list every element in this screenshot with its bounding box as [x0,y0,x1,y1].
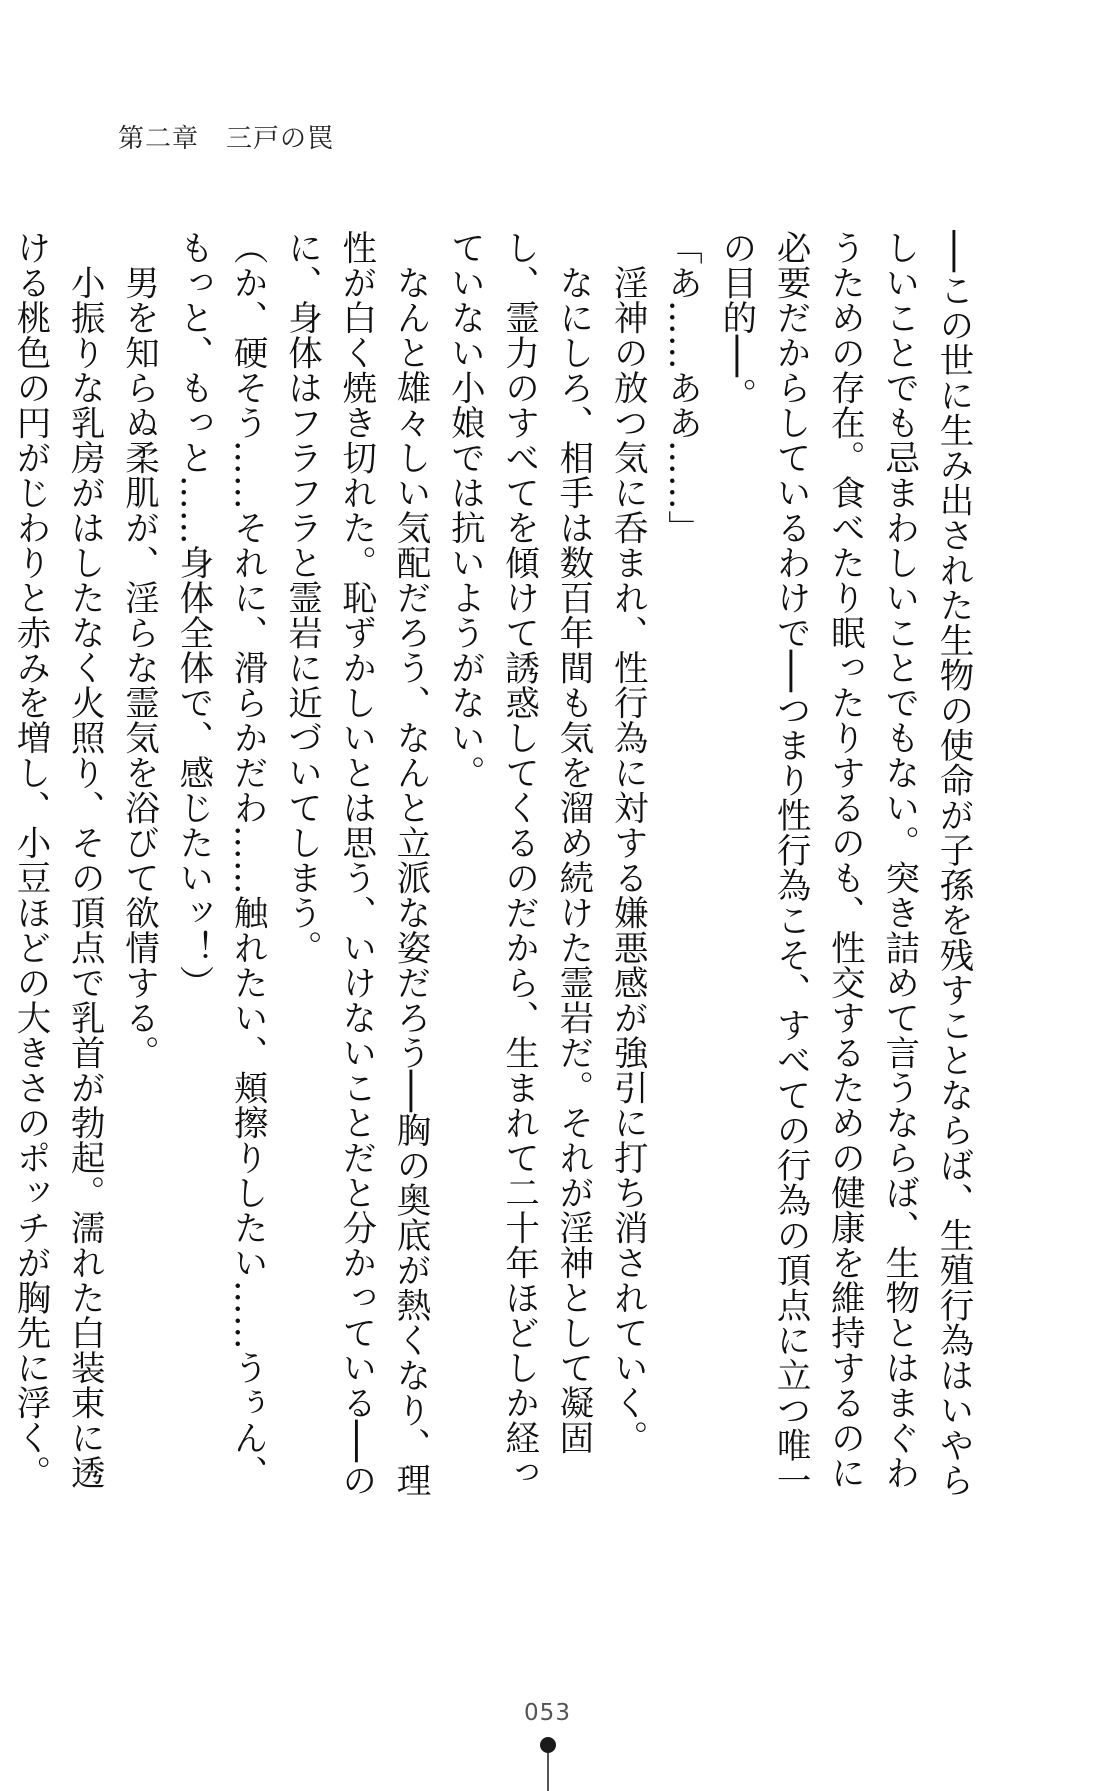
paragraph-7: 男を知らぬ柔肌が、淫らな霊気を浴びて欲情する。 [118,230,159,1070]
page-number: 053 [524,1700,571,1726]
paragraph-8: 小振りな乳房がはしたなく火照り、その頂点で乳首が勃起。濡れた白装束に透ける桃色の円がじわりと赤みを増し、小豆ほどの大きさのポッチが胸先に浮く。 [9,230,105,1490]
paragraph-4: なにしろ、相手は数百年間も気を溜め続けた霊岩だ。それが淫神として凝固し、霊力のすべてを傾けて誘惑してくるのだから、生まれて二十年ほどしか経っていない小娘では抗いようがない。 [444,230,593,1490]
paragraph-1: ──この世に生み出された生物の使命が子孫を残すことならば、生殖行為はいやらしいことでも忌まわしいことでもない。突き詰めて言うならば、生物とはまぐわうための存在。食べたり眠ったりするのも、性交するための健康を維持するのに必要だからしているわけで──つまり性行為こそ、すべての行為の頂点に立つ唯一の目的──。 [715,230,973,1498]
running-header: 第二章 三戸の罠 [118,124,335,154]
paragraph-3: 淫神の放つ気に呑まれ、性行為に対する嫌悪感が強引に打ち消されていく。 [607,230,648,1455]
paragraph-6: （か、硬そう……それに、滑らかだわ……触れたい、頬擦りしたい……うぅん、もっと、もっと……身体全体で、感じたいッ！） [172,230,268,1490]
page-ornament-dot [540,1737,556,1753]
body-text [0,230,980,1520]
paragraph-5: なんと雄々しい気配だろう、なんと立派な姿だろう──胸の奥底が熱くなり、理性が白く焼き切れた。恥ずかしいとは思う、いけないことだと分かっている──のに、身体はフラフラと霊岩に近づいてしまう。 [281,230,431,1498]
paragraph-2: 「あ……ああ……」 [661,230,702,545]
page-ornament-line [547,1753,549,1791]
